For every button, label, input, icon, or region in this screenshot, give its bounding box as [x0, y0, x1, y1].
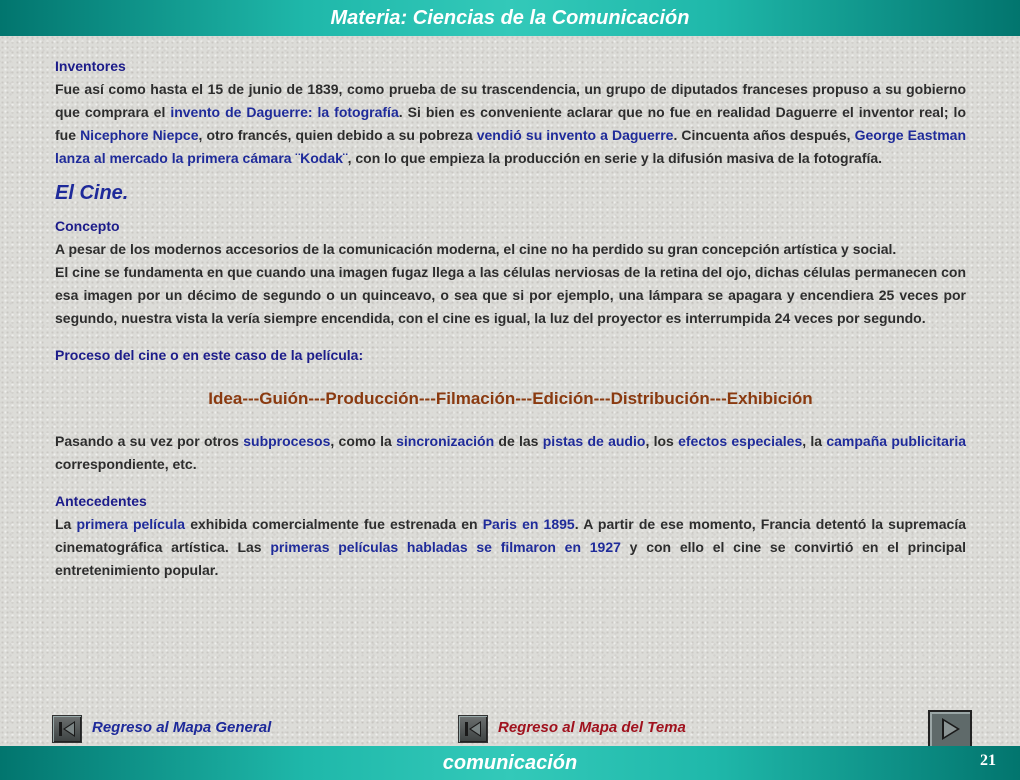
page-title: Materia: Ciencias de la Comunicación	[330, 7, 690, 29]
cine-heading: El Cine.	[55, 182, 129, 204]
proceso-chain: Idea---Guión---Producción---Filmación---Edición---Distribución---Exhibición	[208, 389, 813, 408]
link-george-eastman[interactable]: George Eastman lanza al mercado la primera cámara ¨Kodak¨	[55, 127, 967, 166]
concepto-paragraph-1: A pesar de los modernos accesorios de la comunicación moderna, el cine no ha perdido su gran concepción artística y social.	[55, 241, 897, 257]
skip-back-icon	[459, 716, 487, 742]
regreso-mapa-general-link[interactable]: Regreso al Mapa General	[92, 719, 272, 736]
link-vendio-invento[interactable]: vendió su invento a Daguerre	[476, 127, 674, 143]
link-invento-daguerre[interactable]: invento de Daguerre: la fotografía	[170, 104, 399, 120]
next-page-button[interactable]	[928, 710, 972, 748]
subprocesos-paragraph: Pasando a su vez por otros subprocesos, como la sincronización de las pistas de audio, los efectos especiales, la campaña publicitaria correspondiente, etc.	[55, 433, 967, 472]
concepto-heading: Concepto	[55, 218, 120, 234]
footer-title: comunicación	[442, 752, 578, 774]
back-to-general-map-button[interactable]	[52, 715, 82, 743]
antecedentes-heading: Antecedentes	[55, 493, 147, 509]
play-next-icon	[930, 712, 970, 746]
antecedentes-paragraph: La primera película exhibida comercialmente fue estrenada en Paris en 1895. A partir de ese momento, Francia detentó la supremacía cinematográfica artística. Las primeras películas habladas se filmaron en 1927 y con ello el cine se convirtió en el principal entretenimiento popular.	[55, 516, 966, 578]
main-content	[55, 55, 966, 582]
inventores-heading: Inventores	[55, 58, 126, 74]
concepto-paragraph-2: El cine se fundamenta en que cuando una imagen fugaz llega a las células nerviosas de la retina del ojo, dichas células permanecen con esa imagen por un décimo de segundo o un quinceavo, o sea que si por ejemplo, una lámpara se apagara y encendiera 25 veces por segundo, nuestra vista la vería siempre encendida, con el cine es igual, la luz del proyector es interrumpida 24 veces por segundo.	[55, 264, 966, 326]
skip-back-icon	[53, 716, 81, 742]
link-nicephore-niepce[interactable]: Nicephore Niepce	[80, 127, 199, 143]
link-campana-publicitaria[interactable]: campaña publicitaria	[826, 433, 967, 449]
link-sincronizacion[interactable]: sincronización	[396, 433, 495, 449]
link-peliculas-habladas[interactable]: primeras películas habladas se filmaron en 1927	[270, 539, 621, 555]
link-paris-1895[interactable]: Paris en 1895	[482, 516, 575, 532]
back-to-topic-map-button[interactable]	[458, 715, 488, 743]
regreso-mapa-tema-link[interactable]: Regreso al Mapa del Tema	[498, 719, 686, 736]
link-subprocesos[interactable]: subprocesos	[243, 433, 331, 449]
inventores-paragraph: Fue así como hasta el 15 de junio de 1839, como prueba de su trascendencia, un grupo de diputados franceses propuso a su gobierno que comprara el invento de Daguerre: la fotografía. Si bien es conveniente aclarar que no fue en realidad Daguerre el inventor real; lo fue Nicephore Niepce, otro francés, quien debido a su pobreza vendió su invento a Daguerre. Cincuenta años después, George Eastman lanza al mercado la primera cámara ¨Kodak¨, con lo que empieza la producción en serie y la difusión masiva de la fotografía.	[55, 81, 967, 166]
link-efectos-especiales[interactable]: efectos especiales	[678, 433, 803, 449]
link-pistas-audio[interactable]: pistas de audio	[542, 433, 646, 449]
page-number: 21	[980, 752, 996, 769]
proceso-heading: Proceso del cine o en este caso de la película:	[55, 347, 364, 363]
link-primera-pelicula[interactable]: primera película	[76, 516, 186, 532]
